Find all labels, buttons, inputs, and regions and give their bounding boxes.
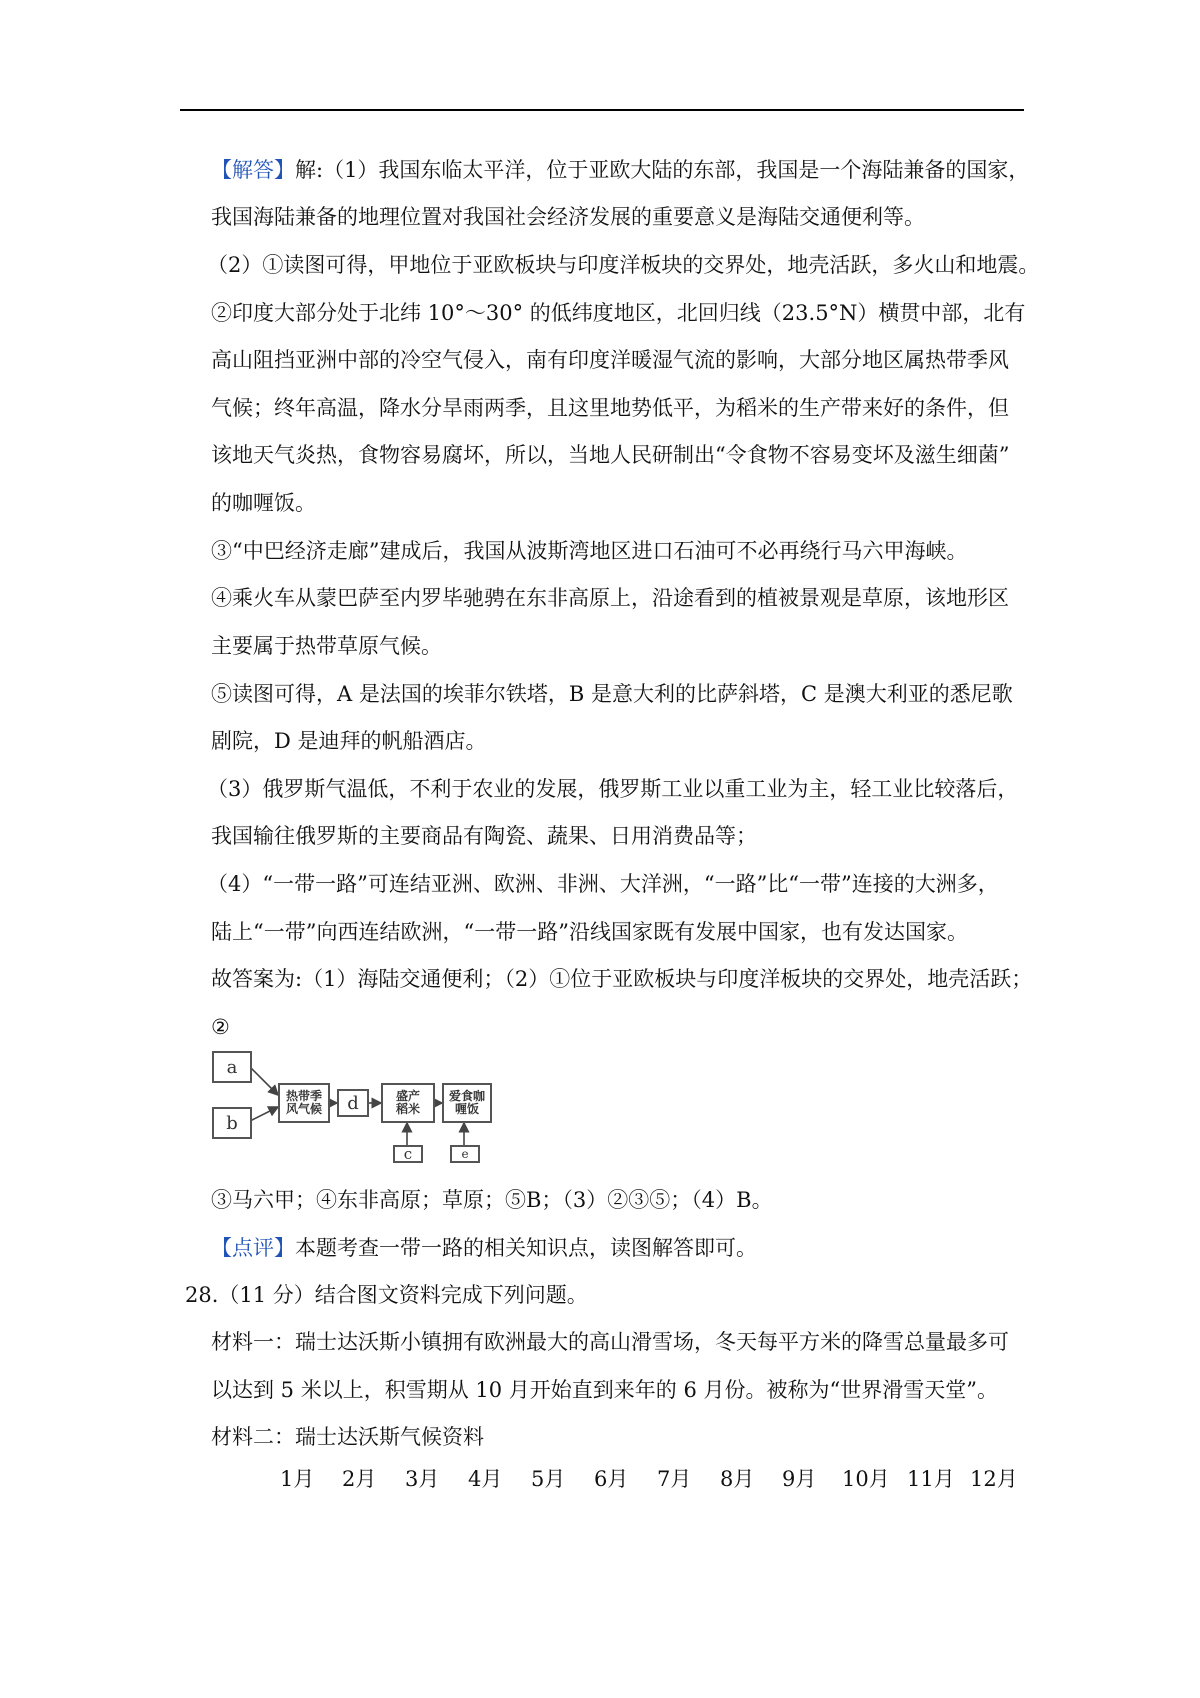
month-label: 2月 [342, 1467, 377, 1491]
answer-line-13: 剧院，D 是迪拜的帆船酒店。 [211, 729, 487, 753]
comment-tag: 【点评】 [211, 1236, 295, 1260]
flow-box-c [393, 1145, 423, 1163]
answer-line-4: ②印度大部分处于北纬 10°～30° 的低纬度地区，北回归线（23.5°N）横贯中部，北有 [211, 301, 1026, 325]
answer-tag: 【解答】 [211, 158, 295, 182]
answer-text: 解:（1）我国东临太平洋，位于亚欧大陆的东部，我国是一个海陆兼备的国家， [295, 158, 1030, 182]
answer-line-6: 气候；终年高温，降水分旱雨两季，且这里地势低平，为稻米的生产带来好的条件，但 [211, 396, 1009, 420]
answer-line-3: （2）①读图可得，甲地位于亚欧板块与印度洋板块的交界处，地壳活跃，多火山和地震。 [207, 253, 1040, 277]
answer-line-14: （3）俄罗斯气温低，不利于农业的发展，俄罗斯工业以重工业为主，轻工业比较落后， [207, 777, 1019, 801]
answer-line-9: ③“中巴经济走廊”建成后，我国从波斯湾地区进口石油可不必再绕行马六甲海峡。 [211, 539, 968, 563]
comment-text: 本题考查一带一路的相关知识点，读图解答即可。 [295, 1236, 757, 1260]
answer-line-12: ⑤读图可得，A 是法国的埃菲尔铁塔，B 是意大利的比萨斜塔，C 是澳大利亚的悉尼歌 [211, 682, 1013, 706]
flow-label-rice: 盛产稻米 [395, 1089, 420, 1116]
month-label: 5月 [531, 1467, 566, 1491]
answer-line-18: 故答案为:（1）海陆交通便利；（2）①位于亚欧板块与印度洋板块的交界处，地壳活跃； [211, 967, 1033, 991]
answer-line-19: ② [211, 1015, 230, 1039]
answer-line-10: ④乘火车从蒙巴萨至内罗毕驰骋在东非高原上，沿途看到的植被景观是草原，该地形区 [211, 586, 1009, 610]
flow-box-climate [278, 1083, 330, 1123]
q28-material1-line2: 以达到 5 米以上，积雪期从 10 月开始直到来年的 6 月份。被称为“世界滑雪天堂”。 [211, 1378, 998, 1402]
answer-line-11: 主要属于热带草原气候。 [211, 634, 442, 658]
q28-material2: 材料二：瑞士达沃斯气候资料 [211, 1425, 484, 1449]
month-label: 8月 [720, 1467, 755, 1491]
month-label: 3月 [405, 1467, 440, 1491]
header-rule [180, 109, 1024, 111]
answer-flowchart [210, 1047, 490, 1163]
flow-label-b: b [226, 1112, 238, 1134]
flow-box-e [450, 1145, 480, 1163]
flow-label-d: d [347, 1092, 359, 1114]
flow-box-a [212, 1051, 252, 1083]
q28-stem: 28.（11 分）结合图文资料完成下列问题。 [185, 1283, 588, 1307]
answer-line-1 [211, 156, 1029, 184]
flow-label-e: e [461, 1146, 469, 1161]
flow-box-d [337, 1089, 369, 1117]
answer-line-15: 我国输往俄罗斯的主要商品有陶瓷、蔬果、日用消费品等； [211, 824, 757, 848]
answer-line-5: 高山阻挡亚洲中部的冷空气侵入，南有印度洋暖湿气流的影响，大部分地区属热带季风 [211, 348, 1009, 372]
month-label: 12月 [970, 1467, 1018, 1491]
month-label: 1月 [280, 1467, 315, 1491]
flow-box-curry [442, 1083, 492, 1123]
q28-material1-line1: 材料一：瑞士达沃斯小镇拥有欧洲最大的高山滑雪场，冬天每平方米的降雪总量最多可 [211, 1330, 1009, 1354]
month-label: 6月 [594, 1467, 629, 1491]
month-label: 11月 [907, 1467, 955, 1491]
flow-box-b [212, 1107, 252, 1139]
flow-label-c: c [403, 1144, 413, 1163]
month-label: 9月 [782, 1467, 817, 1491]
answer-line-17: 陆上“一带”向西连结欧洲，“一带一路”沿线国家既有发展中国家，也有发达国家。 [211, 920, 968, 944]
month-label: 7月 [657, 1467, 692, 1491]
flow-label-a: a [226, 1056, 238, 1078]
month-label: 10月 [842, 1467, 890, 1491]
answer-line-2: 我国海陆兼备的地理位置对我国社会经济发展的重要意义是海陆交通便利等。 [211, 205, 925, 229]
flow-label-climate: 热带季风气候 [285, 1089, 322, 1116]
comment-line [211, 1234, 757, 1262]
flow-box-rice [381, 1083, 435, 1123]
month-label: 4月 [468, 1467, 503, 1491]
answer-line-7: 该地天气炎热，食物容易腐坏，所以，当地人民研制出“令食物不容易变坏及滋生细菌” [211, 443, 1010, 467]
answer-line-8: 的咖喱饭。 [211, 491, 316, 515]
answer-summary-line: ③马六甲；④东非高原；草原；⑤B；（3）②③⑤；（4）B。 [211, 1188, 773, 1212]
flow-label-curry: 爱食咖喱饭 [448, 1089, 485, 1116]
answer-line-16: （4）“一带一路”可连结亚洲、欧洲、非洲、大洋洲，“一路”比“一带”连接的大洲多， [207, 872, 999, 896]
climate-month-header [280, 1465, 1018, 1493]
